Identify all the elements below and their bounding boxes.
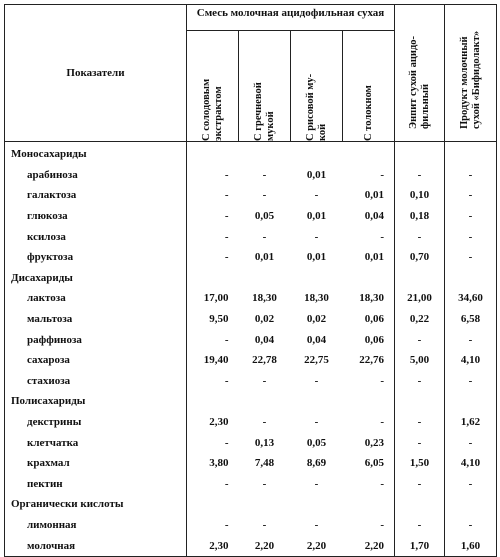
table-row	[5, 206, 497, 227]
row-label: раффиноза	[5, 329, 187, 350]
table-row	[5, 535, 497, 556]
cell-value: -	[445, 165, 497, 186]
row-label: глюкоза	[5, 206, 187, 227]
cell-value: -	[314, 477, 319, 490]
cell-value: -	[314, 416, 319, 429]
cell-value: -	[445, 432, 497, 453]
cell-value: -	[395, 515, 445, 536]
cell-value: -	[224, 168, 229, 181]
cell-value: -	[445, 206, 497, 227]
cell-value: -	[314, 374, 319, 387]
cell-value: 0,70	[395, 247, 445, 268]
cell-value	[187, 142, 239, 165]
row-label: лактоза	[5, 288, 187, 309]
table-row	[5, 226, 497, 247]
header-col-6	[445, 5, 497, 142]
header-sub-1-label: С солодовым экстрактом	[200, 78, 224, 141]
cell-value	[395, 142, 445, 165]
cell-value: -	[224, 374, 229, 387]
header-col-6-label: Продукт молочный сухой «Бифидолакт»	[458, 30, 482, 129]
cell-value: -	[224, 189, 229, 202]
header-sub-2-label: С гречневой мукой	[252, 82, 276, 141]
cell-value: -	[343, 165, 395, 186]
cell-value: -	[314, 189, 319, 202]
table-row	[5, 350, 497, 371]
table-body	[5, 142, 497, 557]
cell-value: -	[262, 518, 267, 531]
row-label: галактоза	[5, 185, 187, 206]
document-page	[4, 4, 496, 552]
cell-value: -	[343, 226, 395, 247]
cell-value: -	[262, 168, 267, 181]
cell-value	[187, 494, 239, 515]
category-row	[5, 391, 497, 412]
cell-value: -	[314, 230, 319, 243]
row-label: клетчатка	[5, 432, 187, 453]
cell-value: -	[445, 329, 497, 350]
cell-value: -	[445, 185, 497, 206]
carbohydrate-table	[4, 4, 497, 557]
cell-value: -	[445, 226, 497, 247]
cell-value	[445, 391, 497, 412]
table-row	[5, 329, 497, 350]
cell-value	[343, 494, 395, 515]
cell-value: 0,04	[343, 206, 395, 227]
cell-value	[445, 494, 497, 515]
category-label: Полисахариды	[5, 391, 187, 412]
table-row	[5, 288, 497, 309]
cell-value: 19,40	[203, 354, 229, 367]
cell-value	[187, 391, 239, 412]
row-label: крахмал	[5, 453, 187, 474]
cell-value: -	[343, 371, 395, 392]
cell-value	[395, 391, 445, 412]
cell-value: 3,80	[209, 457, 229, 470]
cell-value: 9,50	[209, 313, 229, 326]
cell-value: -	[445, 474, 497, 495]
table-row	[5, 371, 497, 392]
cell-value: 1,62	[445, 412, 497, 433]
cell-value: -	[262, 477, 267, 490]
cell-value: 0,02	[254, 313, 275, 326]
cell-value: 6,58	[445, 309, 497, 330]
cell-value	[291, 268, 343, 289]
row-label: мальтоза	[5, 309, 187, 330]
row-label: стахиоза	[5, 371, 187, 392]
cell-value: 0,01	[254, 251, 275, 264]
cell-value: -	[224, 436, 229, 449]
cell-value: 34,60	[445, 288, 497, 309]
cell-value: -	[395, 226, 445, 247]
cell-value: -	[445, 371, 497, 392]
cell-value: -	[224, 518, 229, 531]
cell-value	[291, 391, 343, 412]
cell-value	[187, 268, 239, 289]
header-param: Показатели	[5, 5, 187, 142]
cell-value: 2,30	[209, 539, 229, 552]
row-label: молочная	[5, 535, 187, 556]
cell-value: -	[395, 371, 445, 392]
cell-value	[343, 268, 395, 289]
cell-value: 6,05	[343, 453, 395, 474]
cell-value: 0,01	[343, 185, 395, 206]
table-row	[5, 432, 497, 453]
cell-value: 0,01	[306, 168, 327, 181]
cell-value: 18,30	[343, 288, 395, 309]
header-sub-4-label: С толокном	[362, 85, 374, 141]
table-row	[5, 474, 497, 495]
row-label: сахароза	[5, 350, 187, 371]
cell-value: -	[395, 432, 445, 453]
category-row	[5, 268, 497, 289]
cell-value: 4,10	[445, 453, 497, 474]
cell-value: -	[343, 515, 395, 536]
cell-value: 7,48	[254, 457, 275, 470]
table-row	[5, 515, 497, 536]
cell-value	[239, 142, 291, 165]
cell-value: 0,04	[306, 333, 327, 346]
table-row	[5, 412, 497, 433]
cell-value: -	[395, 474, 445, 495]
cell-value: -	[395, 329, 445, 350]
cell-value: -	[445, 515, 497, 536]
category-label: Моносахариды	[5, 142, 187, 165]
cell-value: -	[224, 251, 229, 264]
cell-value: 22,75	[304, 354, 329, 367]
category-label: Дисахариды	[5, 268, 187, 289]
cell-value: -	[395, 165, 445, 186]
category-label: Органически кислоты	[5, 494, 187, 515]
cell-value: 0,06	[343, 329, 395, 350]
header-sub-2	[239, 31, 291, 142]
cell-value: 18,30	[252, 292, 277, 305]
cell-value: 0,02	[306, 313, 327, 326]
cell-value: 2,30	[209, 416, 229, 429]
cell-value: -	[224, 333, 229, 346]
cell-value: 17,00	[203, 292, 229, 305]
cell-value: 22,78	[252, 354, 277, 367]
cell-value: 0,22	[395, 309, 445, 330]
row-label: фруктоза	[5, 247, 187, 268]
row-label: лимонная	[5, 515, 187, 536]
header-sub-4	[343, 31, 395, 142]
header-col-5	[395, 5, 445, 142]
header-col-5-label: Энпит сухой ацидо- фильный	[407, 35, 431, 129]
table-row	[5, 165, 497, 186]
cell-value: -	[262, 189, 267, 202]
cell-value: 0,04	[254, 333, 275, 346]
cell-value: 0,05	[254, 210, 275, 223]
cell-value	[239, 391, 291, 412]
cell-value: -	[445, 247, 497, 268]
header-sub-3	[291, 31, 343, 142]
table-row	[5, 453, 497, 474]
header-group: Смесь молочная ацидофильная сухая	[187, 5, 395, 31]
cell-value	[343, 391, 395, 412]
table-header	[5, 5, 497, 142]
cell-value: 18,30	[304, 292, 329, 305]
cell-value: 5,00	[395, 350, 445, 371]
cell-value: 8,69	[306, 457, 327, 470]
cell-value: 0,18	[395, 206, 445, 227]
cell-value: 0,01	[306, 210, 327, 223]
cell-value	[239, 494, 291, 515]
category-row	[5, 142, 497, 165]
row-label: пектин	[5, 474, 187, 495]
table-row	[5, 247, 497, 268]
cell-value: -	[343, 474, 395, 495]
cell-value: 0,13	[254, 436, 275, 449]
cell-value: 1,70	[395, 535, 445, 556]
cell-value: 2,20	[343, 535, 395, 556]
header-sub-3-label: С рисовой му- кой	[304, 73, 328, 141]
row-label: ксилоза	[5, 226, 187, 247]
row-label: арабиноза	[5, 165, 187, 186]
header-sub-1	[187, 31, 239, 142]
cell-value	[445, 268, 497, 289]
cell-value: 0,10	[395, 185, 445, 206]
cell-value	[291, 142, 343, 165]
cell-value	[445, 142, 497, 165]
cell-value	[291, 494, 343, 515]
cell-value: 0,01	[343, 247, 395, 268]
cell-value	[395, 494, 445, 515]
cell-value	[395, 268, 445, 289]
cell-value: 0,01	[306, 251, 327, 264]
cell-value: -	[262, 374, 267, 387]
cell-value: -	[395, 412, 445, 433]
cell-value: -	[224, 477, 229, 490]
table-row	[5, 309, 497, 330]
cell-value: 4,10	[445, 350, 497, 371]
cell-value: 21,00	[395, 288, 445, 309]
cell-value: -	[262, 416, 267, 429]
cell-value: -	[224, 210, 229, 223]
cell-value: 22,76	[343, 350, 395, 371]
cell-value: 0,05	[306, 436, 327, 449]
cell-value: -	[314, 518, 319, 531]
row-label: декстрины	[5, 412, 187, 433]
cell-value: 2,20	[306, 539, 327, 552]
cell-value	[239, 268, 291, 289]
cell-value: 1,50	[395, 453, 445, 474]
table-row	[5, 185, 497, 206]
cell-value: 0,23	[343, 432, 395, 453]
category-row	[5, 494, 497, 515]
cell-value: -	[343, 412, 395, 433]
cell-value	[343, 142, 395, 165]
cell-value: -	[262, 230, 267, 243]
cell-value: 0,06	[343, 309, 395, 330]
cell-value: 1,60	[445, 535, 497, 556]
cell-value: -	[224, 230, 229, 243]
cell-value: 2,20	[254, 539, 275, 552]
